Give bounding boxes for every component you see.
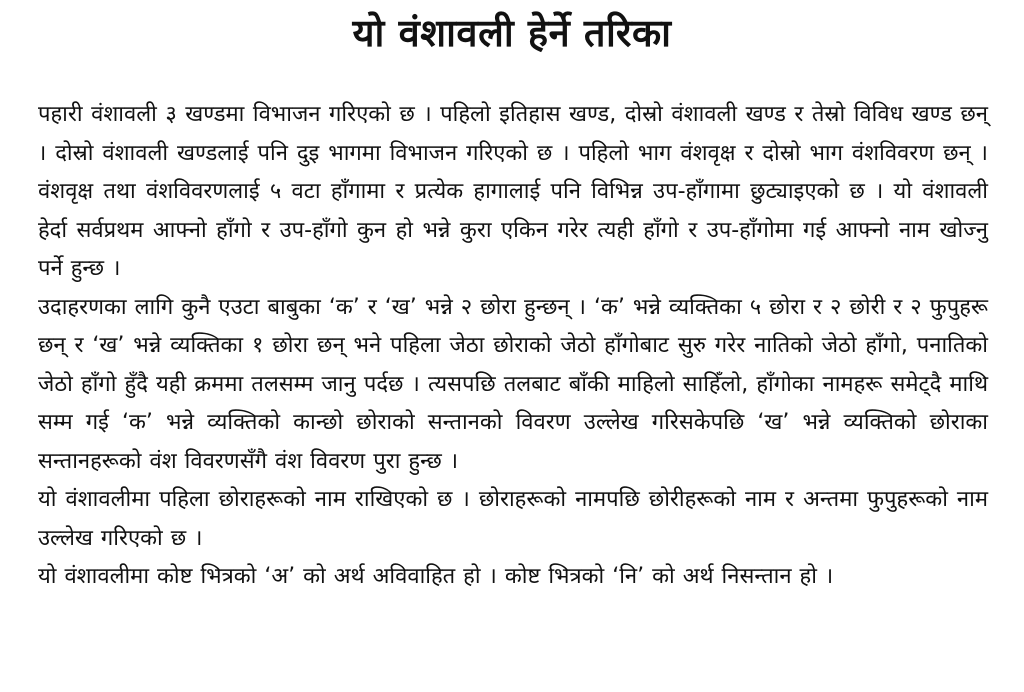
paragraph-structure: पहारी वंशावली ३ खण्डमा विभाजन गरिएको छ । पहिलो इतिहास खण्ड, दोस्रो वंशावली खण्ड र तेस्रो विविध खण्ड छन् । दोस्रो वंशावली खण्डलाई पनि दुइ भागमा विभाजन गरिएको छ । पहिलो भाग वंशवृक्ष र दोस्रो भाग वंशविवरण छन् । वंशवृक्ष तथा वंशविवरणलाई ५ वटा हाँगामा र प्रत्येक हागालाई पनि विभिन्न उप-हाँगामा छुट्याइएको छ । यो वंशावली हेर्दा सर्वप्रथम आफ्नो हाँगो र उप-हाँगो कुन हो भन्ने कुरा एकिन गरेर त्यही हाँगो र उप-हाँगोमा गई आफ्नो नाम खोज्नु पर्ने हुन्छ । xyxy=(38,102,988,281)
document-body xyxy=(38,96,988,597)
paragraph-abbreviations: यो वंशावलीमा कोष्ट भित्रको ‘अ’ को अर्थ अविवाहित हो । कोष्ट भित्रको ‘नि’ को अर्थ निसन्तान हो । xyxy=(38,564,834,589)
page-title: यो वंशावली हेर्ने तरिका xyxy=(352,11,672,55)
paragraph-order: यो वंशावलीमा पहिला छोराहरूको नाम राखिएको छ । छोराहरूको नामपछि छोरीहरूको नाम र अन्तमा फुपुहरूको नाम उल्लेख गरिएको छ । xyxy=(38,487,988,551)
paragraph-example: उदाहरणका लागि कुनै एउटा बाबुका ‘क’ र ‘ख’ भन्ने २ छोरा हुन्छन् । ‘क’ भन्ने व्यक्तिका ५ छोरा र २ छोरी र २ फुपुहरू छन् र ‘ख’ भन्ने व्यक्तिका १ छोरा छन् भने पहिला जेठा छोराको जेठो हाँगोबाट सुरु गरेर नातिको जेठो हाँगो, पनातिको जेठो हाँगो हुँदै यही क्रममा तलसम्म जानु पर्दछ । त्यसपछि तलबाट बाँकी माहिलो साहिँलो, हाँगोका नामहरू समेट्दै माथि सम्म गई ‘क’ भन्ने व्यक्तिको कान्छो छोराको सन्तानको विवरण उल्लेख गरिसकेपछि ‘ख’ भन्ने व्यक्तिको छोराका सन्तानहरूको वंश विवरणसँगै वंश विवरण पुरा हुन्छ । xyxy=(38,294,988,474)
